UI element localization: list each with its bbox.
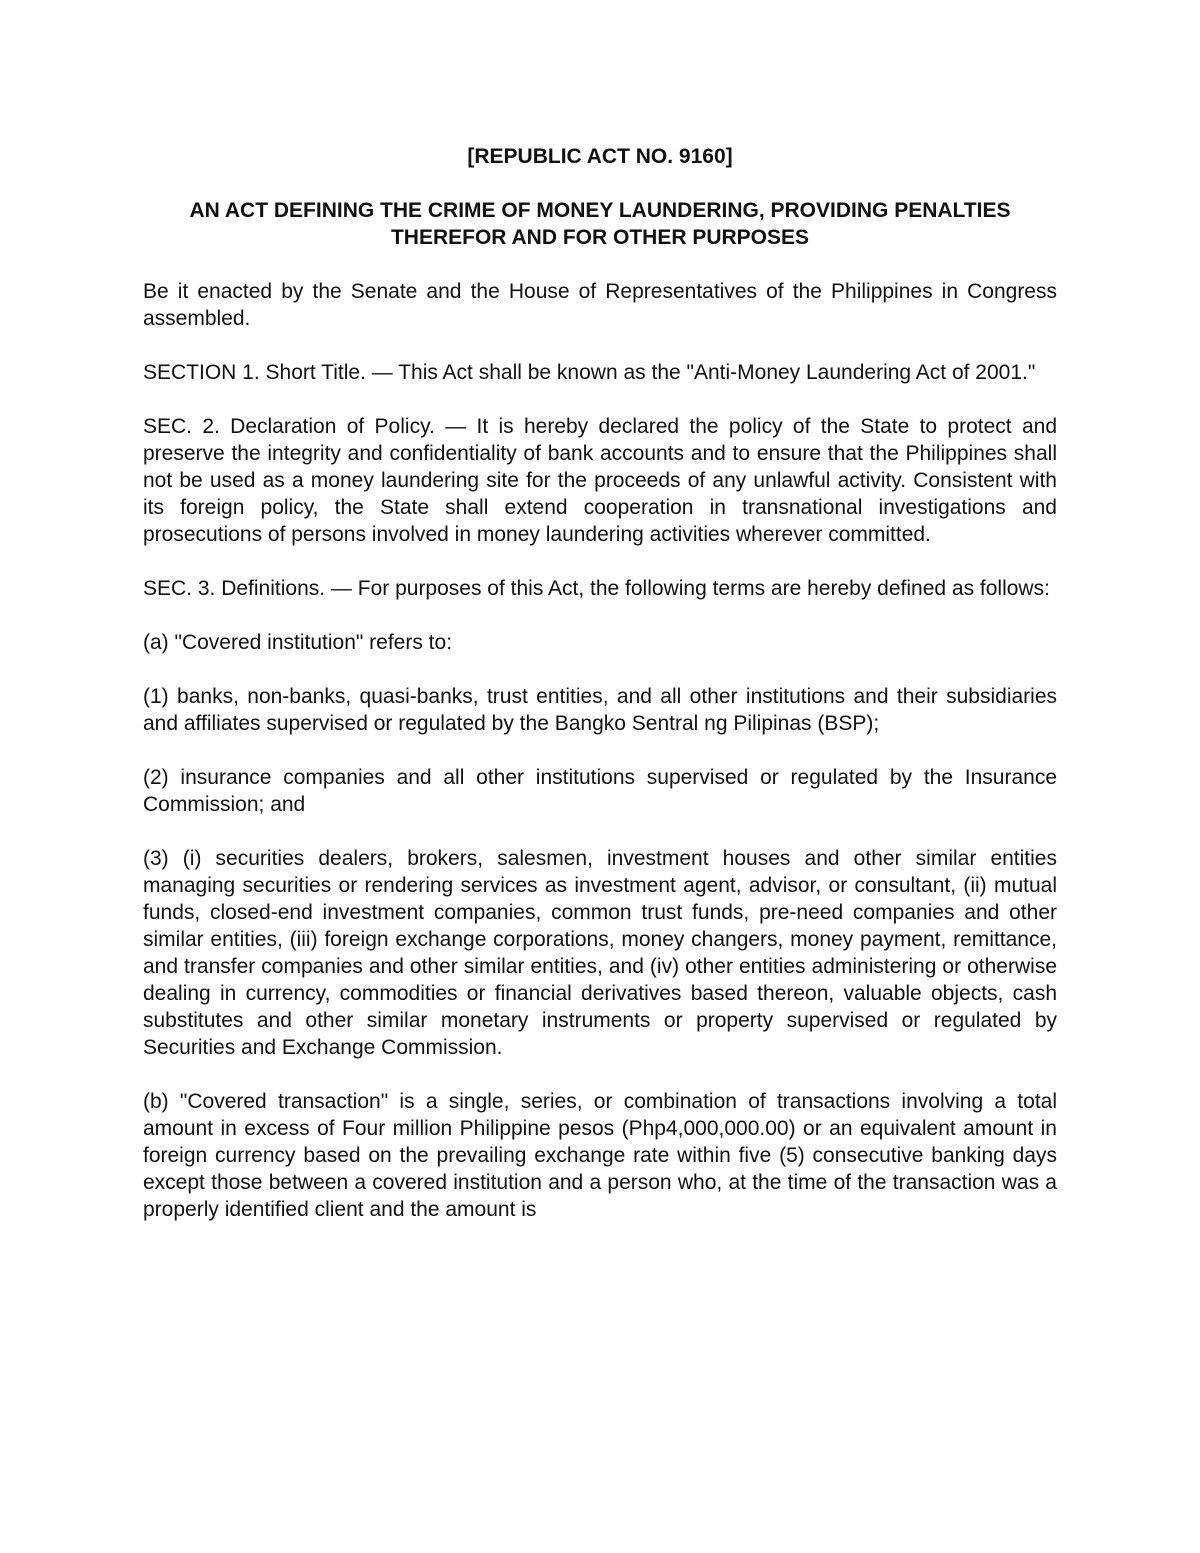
document-subtitle: AN ACT DEFINING THE CRIME OF MONEY LAUNDERING, PROVIDING PENALTIES THEREFOR AND FOR OTHER PURPOSES [189,199,1011,249]
definition-a-item-2: (2) insurance companies and all other institutions supervised or regulated by the Insurance Commission; and [143,766,1057,816]
document-title: [REPUBLIC ACT NO. 9160] [467,145,733,168]
section-2-declaration-of-policy: SEC. 2. Declaration of Policy. — It is hereby declared the policy of the State to protect and preserve the integrity and confidentiality of bank accounts and to ensure that the Philippines shall not be used as a money laundering site for the proceeds of any unlawful activity. Consistent with its foreign policy, the State shall extend cooperation in transnational investigations and prosecutions of persons involved in money laundering activities wherever committed. [143,415,1057,546]
section-1-short-title: SECTION 1. Short Title. — This Act shall be known as the "Anti-Money Laundering Act of 2001." [143,361,1036,384]
definition-a-item-1: (1) banks, non-banks, quasi-banks, trust entities, and all other institutions and their subsidiaries and affiliates supervised or regulated by the Bangko Sentral ng Pilipinas (BSP); [143,685,1057,735]
definition-b-covered-transaction: (b) "Covered transaction" is a single, series, or combination of transactions involving a total amount in excess of Four million Philippine pesos (Php4,000,000.00) or an equivalent amount in foreign currency based on the prevailing exchange rate within five (5) consecutive banking days except those between a covered institution and a person who, at the time of the transaction was a properly identified client and the amount is [143,1090,1057,1221]
definition-a-item-3: (3) (i) securities dealers, brokers, salesmen, investment houses and other similar entities managing securities or rendering services as investment agent, advisor, or consultant, (ii) mutual funds, closed-end investment companies, common trust funds, pre-need companies and other similar entities, (iii) foreign exchange corporations, money changers, money payment, remittance, and transfer companies and other similar entities, and (iv) other entities administering or otherwise dealing in currency, commodities or financial derivatives based thereon, valuable objects, cash substitutes and other similar monetary instruments or property supervised or regulated by Securities and Exchange Commission. [143,847,1057,1059]
document-page [143,143,1057,1250]
definition-a-covered-institution: (a) "Covered institution" refers to: [143,631,453,654]
section-3-definitions: SEC. 3. Definitions. — For purposes of this Act, the following terms are hereby defined as follows: [143,577,1050,600]
enacting-clause: Be it enacted by the Senate and the House of Representatives of the Philippines in Congress assembled. [143,280,1057,330]
